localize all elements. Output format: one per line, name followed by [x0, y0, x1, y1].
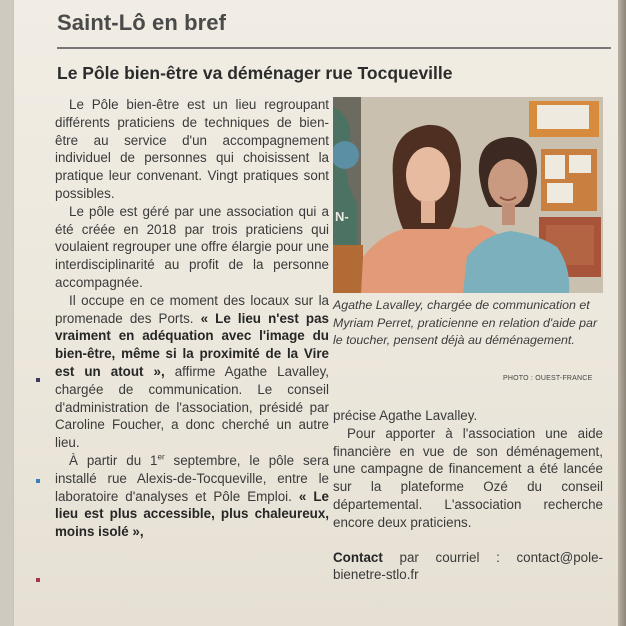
article-left-column	[55, 96, 329, 541]
photo-credit: PHOTO : OUEST-FRANCE	[503, 375, 593, 382]
quote-vire: « Le lieu n'est pas vraiment en adéquation avec l'image du bien-être, même si la proximité de la Vire est un atout »,	[55, 310, 329, 379]
paragraph-attribution: précise Agathe Lavalley.	[333, 408, 478, 423]
article-headline: Le Pôle bien-être va déménager rue Tocqueville	[57, 63, 453, 83]
poster-text: N-	[335, 209, 349, 224]
contact-line	[333, 549, 603, 585]
paragraph-current-location-intro: Il occupe en ce moment des locaux sur la promenade des Ports.	[55, 292, 329, 326]
new-location-date: À partir du 1	[69, 452, 158, 468]
photo-caption: Agathe Lavalley, chargée de communication et Myriam Perret, praticienne en relation d'aide par le toucher, pensent déjà au déménagement.	[333, 298, 598, 348]
article-photo	[333, 97, 603, 293]
paragraph-current-location	[55, 292, 329, 452]
ordinal-superscript: er	[157, 452, 165, 462]
adjacent-page-edge	[618, 0, 626, 626]
paragraph-intro: Le Pôle bien-être est un lieu regroupant différents praticiens de techniques de bien-être au service d'un accompagnement individuel de personnes qui choisissent la pratique leur convenant. Vingt pratiques sont possibles.	[55, 97, 329, 201]
contact-label: Contact	[333, 549, 383, 565]
margin-dot-red	[36, 578, 40, 582]
margin-dot-blue	[36, 479, 40, 483]
margin-dot-dark	[36, 378, 40, 382]
section-title: Saint-Lô en bref	[57, 10, 227, 35]
quote-accessible: « Le lieu est plus accessible, plus chaleureux, moins isolé »,	[55, 488, 329, 540]
contact-email: par courriel : contact@pole-bienetre-stlo.fr	[333, 549, 603, 583]
paragraph-association: Le pôle est géré par une association qui a été créée en 2018 par trois praticiens qui voulaient regrouper une offre élargie pour une interdisciplinarité au profit de la personne accompagnée.	[55, 203, 329, 290]
section-rule	[57, 47, 611, 49]
new-location-address: septembre, le pôle sera installé rue Alexis-de-Tocqueville, entre le laboratoire d'analyses et Pôle Emploi.	[55, 452, 330, 504]
paragraph-new-location	[55, 452, 329, 541]
photo-illustration	[333, 97, 603, 293]
article-right-column	[333, 407, 603, 584]
paragraph-funding: Pour apporter à l'association une aide financière en vue de son déménagement, une campagne de financement a été lancée sur la plateforme Ozé du conseil départemental. L'association recherche encore deux praticiens.	[333, 425, 603, 530]
paragraph-current-location-rest: affirme Agathe Lavalley, chargée de communication. Le conseil d'administration de l'association, présidé par Caroline Foucher, a donc cherché un autre lieu.	[55, 363, 329, 451]
